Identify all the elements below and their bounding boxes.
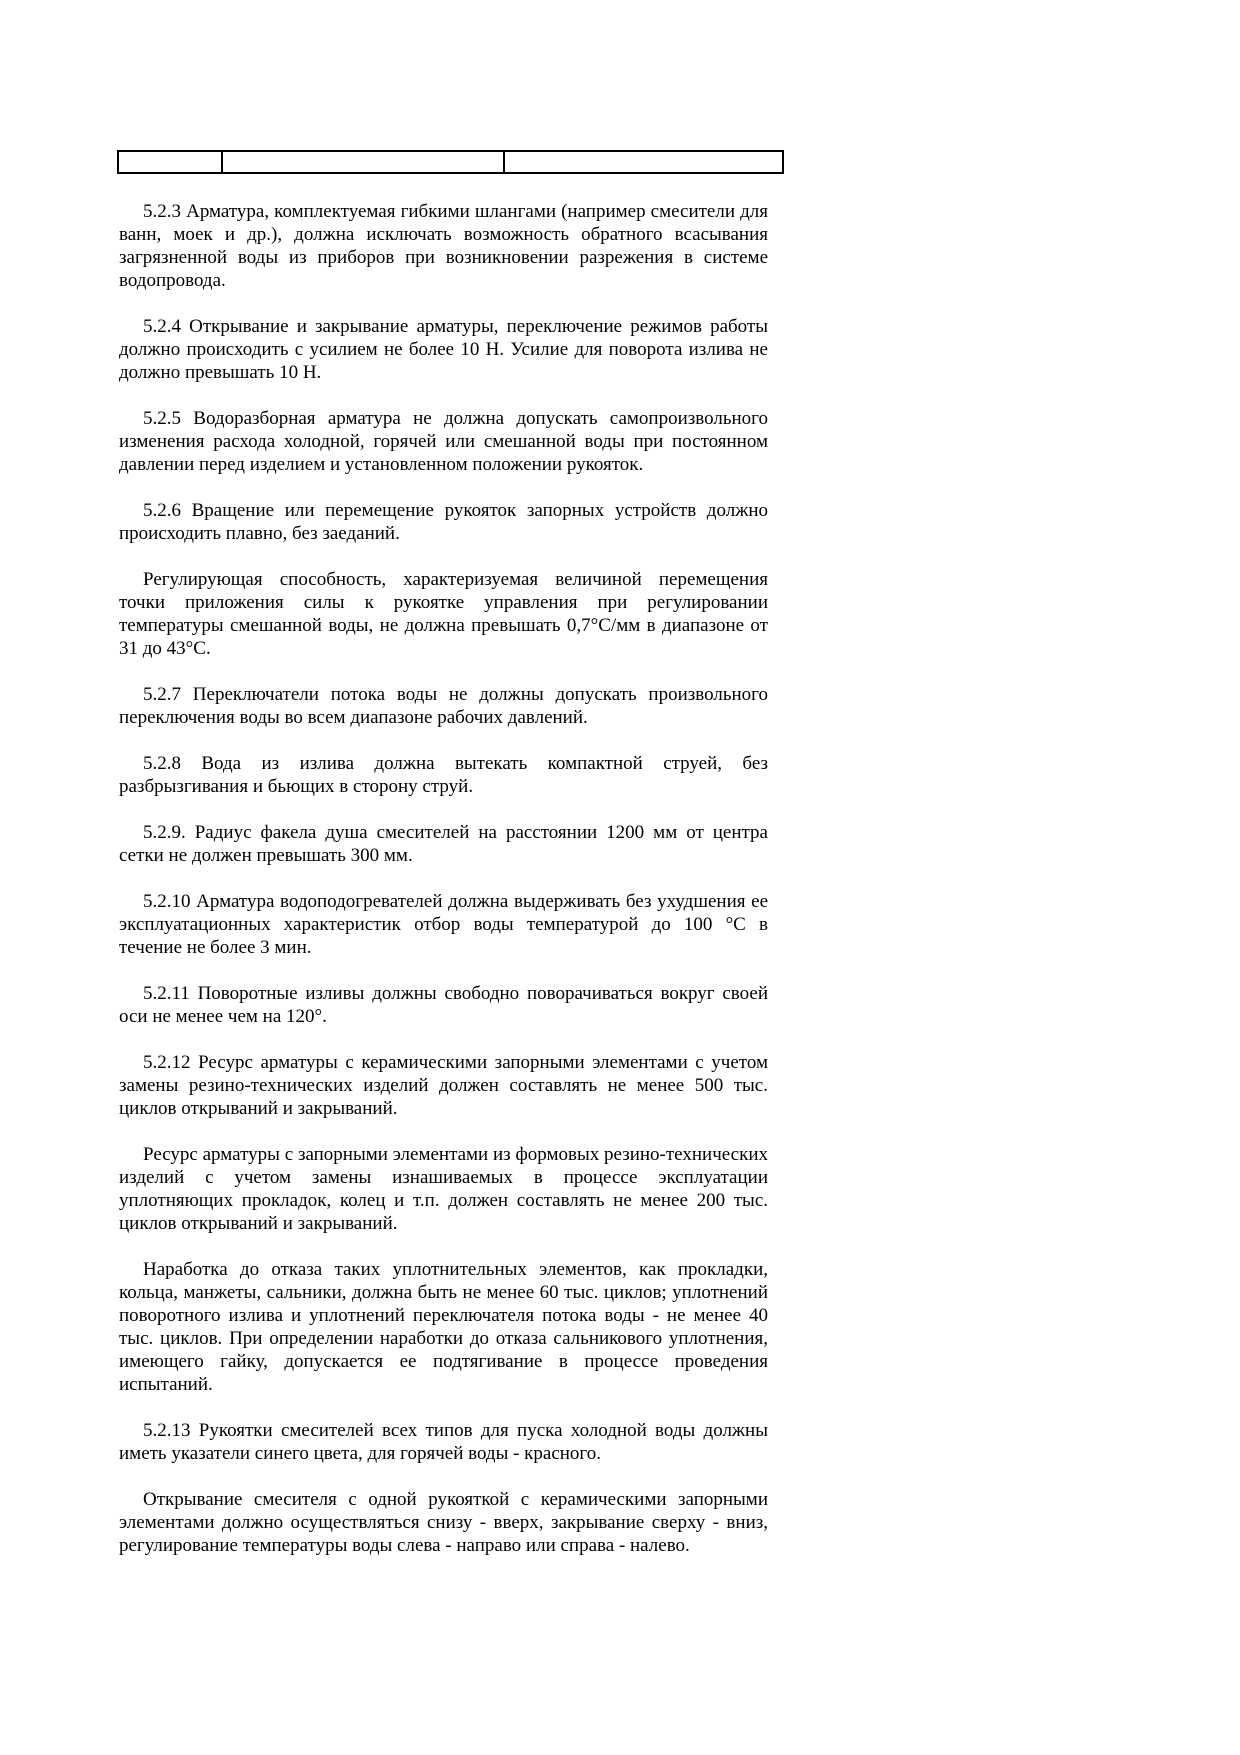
paragraph-5-2-9: 5.2.9. Радиус факела душа смесителей на расстоянии 1200 мм от центра сетки не должен превышать 300 мм. bbox=[119, 822, 768, 866]
document-body bbox=[119, 200, 768, 1580]
table-row bbox=[118, 151, 783, 173]
table-cell-2 bbox=[222, 151, 504, 173]
paragraph-5-2-13: 5.2.13 Рукоятки смесителей всех типов для пуска холодной воды должны иметь указатели синего цвета, для горячей воды - красного. bbox=[119, 1420, 768, 1464]
paragraph-single-lever-operation: Открывание смесителя с одной рукояткой с керамическими запорными элементами должно осуществляться снизу - вверх, закрывание сверху - вниз, регулирование температуры воды слева - направо или справа - налево. bbox=[119, 1489, 768, 1556]
paragraph-regulating-ability: Регулирующая способность, характеризуемая величиной перемещения точки приложения силы к рукоятке управления при регулировании температуры смешанной воды, не должна превышать 0,7°С/мм в диапазоне от 31 до 43°С. bbox=[119, 569, 768, 659]
paragraph-5-2-8: 5.2.8 Вода из излива должна вытекать компактной струей, без разбрызгивания и бьющих в сторону струй. bbox=[119, 753, 768, 797]
paragraph-mtbf-seals: Наработка до отказа таких уплотнительных элементов, как прокладки, кольца, манжеты, сальники, должна быть не менее 60 тыс. циклов; уплотнений поворотного излива и уплотнений переключателя потока воды - не менее 40 тыс. циклов. При определении наработки до отказа сальникового уплотнения, имеющего гайку, допускается ее подтягивание в процессе проведения испытаний. bbox=[119, 1259, 768, 1395]
paragraph-5-2-11: 5.2.11 Поворотные изливы должны свободно поворачиваться вокруг своей оси не менее чем на 120°. bbox=[119, 983, 768, 1027]
paragraph-5-2-7: 5.2.7 Переключатели потока воды не должны допускать произвольного переключения воды во всем диапазоне рабочих давлений. bbox=[119, 684, 768, 728]
header-table bbox=[117, 150, 784, 174]
paragraph-5-2-10: 5.2.10 Арматура водоподогревателей должна выдерживать без ухудшения ее эксплуатационных характеристик отбор воды температурой до 100 °С в течение не более 3 мин. bbox=[119, 891, 768, 958]
table-cell-1 bbox=[118, 151, 222, 173]
paragraph-5-2-5: 5.2.5 Водоразборная арматура не должна допускать самопроизвольного изменения расхода холодной, горячей или смешанной воды при постоянном давлении перед изделием и установленном положении рукояток. bbox=[119, 408, 768, 475]
paragraph-rubber-resource: Ресурс арматуры с запорными элементами из формовых резино-технических изделий с учетом замены изнашиваемых в процессе эксплуатации уплотняющих прокладок, колец и т.п. должен составлять не менее 200 тыс. циклов открываний и закрываний. bbox=[119, 1144, 768, 1234]
paragraph-5-2-3: 5.2.3 Арматура, комплектуемая гибкими шлангами (например смесители для ванн, моек и др.), должна исключать возможность обратного всасывания загрязненной воды из приборов при возникновении разрежения в системе водопровода. bbox=[119, 201, 768, 291]
paragraph-5-2-12: 5.2.12 Ресурс арматуры с керамическими запорными элементами с учетом замены резино-технических изделий должен составлять не менее 500 тыс. циклов открываний и закрываний. bbox=[119, 1052, 768, 1119]
table-cell-3 bbox=[504, 151, 783, 173]
paragraph-5-2-6: 5.2.6 Вращение или перемещение рукояток запорных устройств должно происходить плавно, без заеданий. bbox=[119, 500, 768, 544]
paragraph-5-2-4: 5.2.4 Открывание и закрывание арматуры, переключение режимов работы должно происходить с усилием не более 10 Н. Усилие для поворота излива не должно превышать 10 Н. bbox=[119, 316, 768, 383]
